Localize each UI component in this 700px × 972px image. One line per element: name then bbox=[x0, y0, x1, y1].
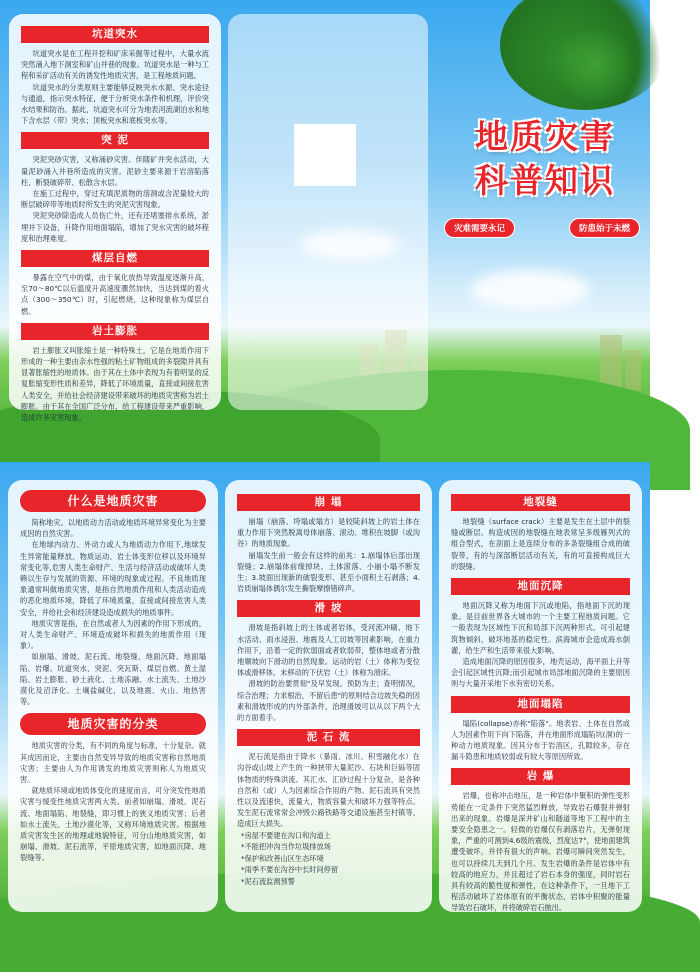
paragraph: 岩爆，也称冲击地压，是一种岩体中聚积的弹性变形势能在一定条件下突然猛烈释放，导致岩石爆裂并弹射出来的现象。岩爆是深井矿山和隧道等地下工程中的主要安全隐患之一。轻微的岩爆仅有剥落岩片，无弹射现象，严重的可测到4.6级的震级，烈度达7°，使地面建筑遭受破坏，并伴有很大的声响。岩爆可瞬间突然发生，也可以持续几天到几个月。发生岩爆的条件是岩体中有较高的地应力，并且超过了岩石本身的强度，同时岩石具有较高的脆性度和弹性，在这种条件下，一旦地下工程活动破坏了岩体原有的平衡状态，岩体中积聚的能量导致岩石破坏，并将破碎岩石抛出。 bbox=[451, 791, 630, 913]
info-panel-bottom-middle bbox=[225, 480, 432, 912]
paragraph: 坑道突水的分类原则主要能够反映突水水源、突水途径与通道，指示突水特征，便于分析突水条件和机理，评价突水结果和防治。据此，坑道突水可分为地表河流湖泊水和地下含水层（带）突水；顶板突水和底板突水等。 bbox=[21, 82, 209, 126]
paragraph: 简称地灾。以地质动力活动或地质环境异常变化为主要成因的自然灾害。 bbox=[20, 518, 206, 539]
paragraph: 崩塌（崩落、垮塌或塌方）是较陡斜坡上的岩土体在重力作用下突然脱离母体崩落、滚动、堆积在坡脚（或沟谷）的地质现象。 bbox=[237, 517, 420, 549]
slogan-tag-right: 防患始于未燃 bbox=[569, 218, 640, 238]
info-panel-left bbox=[9, 14, 221, 423]
paragraph: 如崩塌、滑坡、泥石流、地裂缝、地面沉降、地面塌陷、岩爆、坑道突水、突泥、突瓦斯、煤层自燃、黄土湿陷、岩土膨胀、砂土液化、土地冻融、水土流失、土地沙漠化及沼泽化、土壤盐碱化，以及地震、火山、地热害等。 bbox=[20, 652, 206, 707]
paragraph: 在地球内动力、外动力或人为地质动力作用下,地球发生异常能量释放、物质运动、岩土体变形位移以及环境异常变化等,危害人类生命财产、生活与经济活动或破坏人类赖以生存与发展的资源、环境的现象或过程。不良地质现象通常叫做地质灾害，是指自然地质作用和人类活动造成的恶化地质环境，降低了环境质量，直接或间接危害人类安全，并给社会和经济建设造成损失的地质事件。 bbox=[20, 540, 206, 617]
section-title: 突 泥 bbox=[21, 132, 209, 149]
qr-code-placeholder bbox=[294, 124, 356, 186]
section-title: 岩土膨胀 bbox=[21, 323, 209, 340]
paragraph: 造成地面沉降的原因很多，地壳运动，海平面上升等会引起区域性沉降;而引起城市局部地面沉降的主要原因则与大量开采地下水有密切关系。 bbox=[451, 657, 630, 689]
info-panel-bottom-right bbox=[439, 480, 642, 912]
prevention-list bbox=[237, 830, 420, 888]
paragraph: 地面沉降又称为地面下沉或地陷，指地面下沉的现象。是目前世界各大城市的一个主要工程地质问题。它一般表现为区域性下沉和局部下沉两种形式。可引起建筑物倾斜，破坏地基的稳定性。滨海城市会造成海水倒灌，给生产和生活带来很大影响。 bbox=[451, 601, 630, 655]
paragraph: 塌陷(collapse)亦称"陷落"。地表岩、土体在自然或人为因素作用下向下陷落，并在地面形成塌陷坑(洞)的一种动力地质现象。因其分布于岩溶区，孔隙较多，存在漏斗隐患和地质较弱或有较大等原因所致。 bbox=[451, 718, 630, 762]
paragraph: 地质灾害是指，在自然或者人为因素的作用下形成的，对人类生命财产、环境造成破坏和损失的地质作用（现象）。 bbox=[20, 618, 206, 651]
list-item: *房屋不要建在沟口和沟道上 bbox=[241, 830, 331, 840]
section-title: 泥 石 流 bbox=[237, 729, 420, 746]
section-title: 坑道突水 bbox=[21, 26, 209, 43]
section-title: 地面沉降 bbox=[451, 578, 630, 595]
list-item: *雨季不要在沟谷中长时间停留 bbox=[241, 865, 339, 875]
info-panel-bottom-left bbox=[8, 480, 218, 912]
list-item: *保护和改善山区生态环境 bbox=[241, 853, 324, 863]
cover-title-line-2: 科普知识 bbox=[475, 161, 615, 200]
cloud bbox=[470, 270, 590, 310]
cover-sheet bbox=[0, 0, 650, 452]
tree-foliage bbox=[550, 30, 640, 100]
section-title: 什么是地质灾害 bbox=[20, 490, 206, 512]
section-title: 煤层自燃 bbox=[21, 250, 209, 267]
paragraph: 岩土膨胀又叫胀缩土是一种特殊土，它是在地质作用下形成的一种主要由亲水性强的粘土矿物组成的多裂隙并具有显著胀缩性的地质体。由于其在土体中表现为有着明显的反复胀缩变形性质和差异，降低了环境质量，直接或间接危害人类安全，并给社会经济建设带来破坏的地质灾害称为岩土膨胀。由于其在全国广泛分布，给工程建设带来严重影响，造成许多灾害现象。 bbox=[21, 345, 209, 423]
paragraph: 暴露在空气中的煤，由于氧化放热导致温度逐渐升高，至70～80℃以后温度升高速度骤然加快，当达到煤的着火点（300～350℃）时，引起燃烧，这种现象称为煤层自燃。 bbox=[21, 273, 209, 316]
section-title: 岩 爆 bbox=[451, 768, 630, 785]
cover-title bbox=[440, 115, 650, 203]
paragraph: 突泥突砂除造成人员伤亡外，还有还堵塞排水系统，淤埋井下设备，升降作用地面塌陷，增加了突水灾害的破坏程度和治理难度。 bbox=[21, 211, 209, 243]
section-title: 地面塌陷 bbox=[451, 696, 630, 713]
list-item: *泥石流监测预警 bbox=[241, 877, 295, 887]
paragraph: 在施工过程中，穿过充填泥质物的溶洞或含泥量较大的断层破碎带等地质时所发生的突泥灾害现象。 bbox=[21, 189, 209, 210]
section-title: 地裂缝 bbox=[451, 494, 630, 511]
cover-title-line-1: 地质灾害 bbox=[475, 117, 615, 156]
paragraph: 滑坡是指斜坡上的土体或者岩体，受河流冲刷、地下水活动、雨水浸泡、地震及人工切坡等因素影响，在重力作用下，沿着一定的软弱面或者软弱带，整体地或者分散地顺坡向下滑动的自然现象。运动的岩（土）体称为变位体或滑移体，未移动的下伏岩（土）体称为滑床。 bbox=[237, 623, 420, 678]
paragraph: 就地质环境或地质体变化的速度而言，可分突发性地质灾害与缓变性地质灾害两大类。前者如崩塌、滑坡、泥石流、地面塌陷、地裂缝，即习惯上的狭义地质灾害；后者如水土流失、土地沙漠化等，又称环境地质灾害。根据地质灾害发生区的地理或地貌特征，可分山地地质灾害，如崩塌、滑坡、泥石流等，平原地质灾害，如地面沉降、地裂缝等。 bbox=[20, 786, 206, 863]
city-building bbox=[625, 350, 641, 390]
inner-sheet bbox=[0, 462, 650, 924]
paragraph: 泥石流是指由于降水（暴雨、冰川、积雪融化水）在沟谷或山坡上产生的一种挟带大量泥沙、石块和巨砾等固体物质的特殊洪流。其汇水、汇砂过程十分复杂，是各种自然和（或）人为因素综合作用的产物。泥石流具有突然性以及流速快，流量大，物质容量大和破坏力强等特点。发生泥石流常常会冲毁公路铁路等交通设施甚至村镇等，造成巨大损失。 bbox=[237, 752, 420, 829]
paragraph: 坑道突水是在工程开挖和矿床采掘等过程中，大量水流突然涌入地下洞室和矿山井巷的现象。坑道突水是一种与工程和采矿活动有关的诱发性地质灾害，是工程地质问题。 bbox=[21, 49, 209, 81]
list-item: *不能把冲沟当作垃圾排放场 bbox=[241, 842, 331, 852]
paragraph: 地裂缝（surface crack）主要是发生在土层中的裂缝或断层。构造成因的地裂缝在地表常呈多级雁列式的组合型式，在剖面上是连续分布的多条裂缝组合成的破裂带，有的与深部断层活动有关，有的可直接构成巨大的裂缝。 bbox=[451, 517, 630, 571]
city-building bbox=[600, 335, 622, 390]
paragraph: 地质灾害的分类，有不同的角度与标准，十分复杂。就其成因而论，主要由自然变异导致的地质灾害称自然地质灾害；主要由人为作用诱发的地质灾害则称人为地质灾害。 bbox=[20, 741, 206, 785]
cover-tags bbox=[444, 218, 640, 238]
section-title: 滑 坡 bbox=[237, 600, 420, 617]
blank-panel-middle bbox=[228, 14, 428, 410]
section-title: 崩 塌 bbox=[237, 494, 420, 511]
paragraph: 崩塌发生前一般会有这样的前兆：1.崩塌体后部出现裂缝；2.崩塌体前缘掉块、土体滚落、小崩小塌不断发生；3.坡面出现新的破裂变形、甚至小面积土石剥落；4.岩质崩塌体偶尔发生撕裂摩擦错碎声。 bbox=[237, 550, 420, 594]
slogan-tag-left: 灾难需要永记 bbox=[444, 218, 515, 238]
section-title: 地质灾害的分类 bbox=[20, 713, 206, 735]
paragraph: 滑坡的防治要贯彻"及早发现，预防为主；查明情况，综合治理；力求根治，不留后患"的原则结合边坡失稳的因素和滑坡形成的内外部条件，治理滑坡可以从以下两个大的方面着手。 bbox=[237, 679, 420, 723]
paragraph: 突泥突砂灾害，又称涌砂灾害。伴随矿井突水活动，大量泥砂涌入井巷所造成的灾害。泥砂主要来源于岩溶陷落柱、断裂破碎带、松散含水层。 bbox=[21, 155, 209, 187]
